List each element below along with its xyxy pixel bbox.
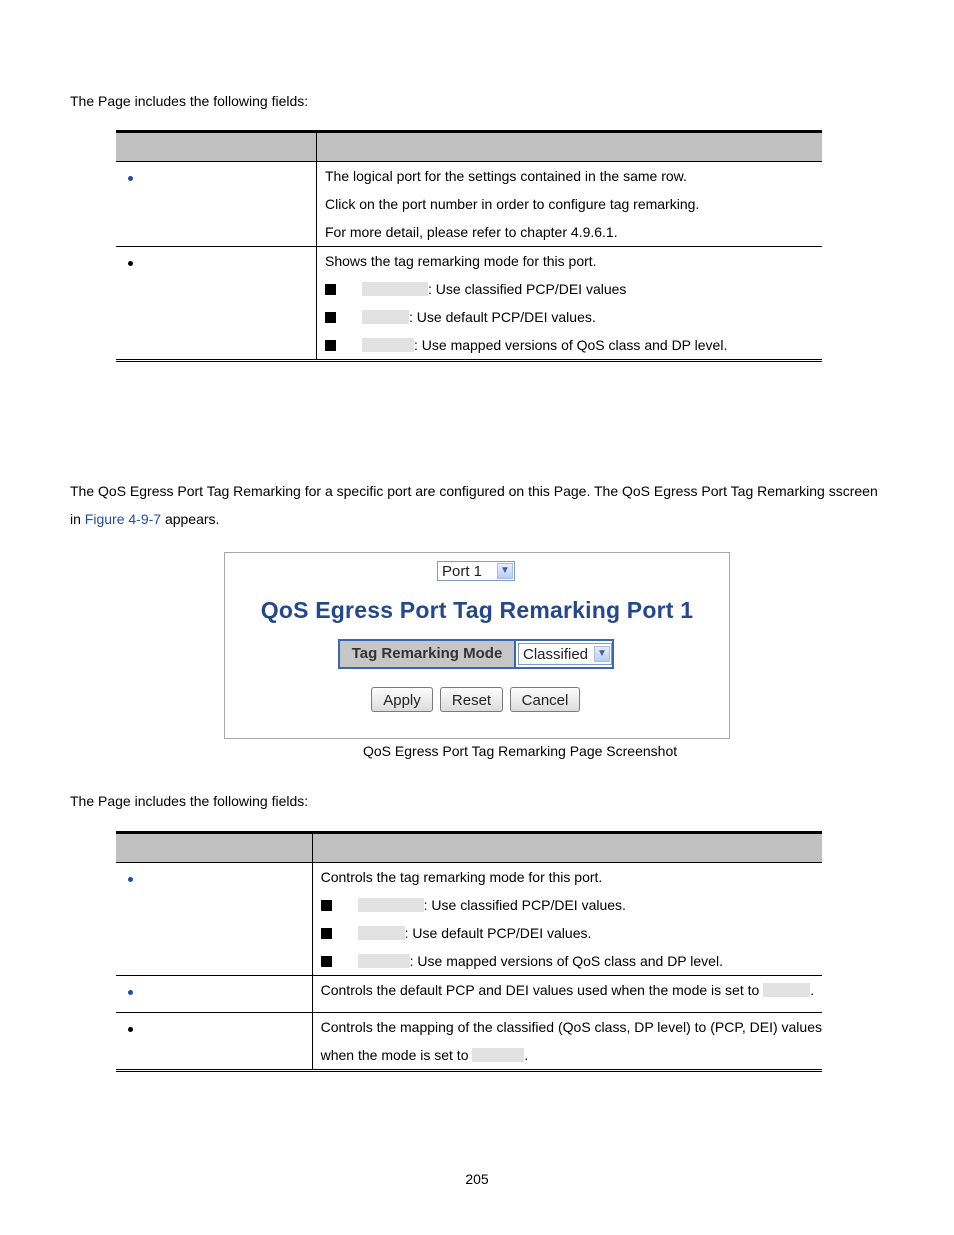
period: . [524,1047,529,1063]
page-number: 205 [465,1171,489,1187]
description-line: when the mode is set to [320,1047,469,1063]
square-bullet-icon [325,284,336,295]
chevron-down-icon[interactable]: ▼ [594,646,610,662]
description-line: Controls the default PCP and DEI values used when the mode is set to [320,982,760,998]
bullet-icon [128,877,133,882]
fields-table-1 [116,130,822,362]
intro-text-1: The Page includes the following fields: [70,93,309,109]
option-name-blank [358,898,424,912]
mode-select-value: Classified [523,646,589,663]
square-bullet-icon [321,928,332,939]
paragraph-line-1: The QoS Egress Port Tag Remarking for a specific port are configured on this Page. The QoS Egress Port Tag Remarking sscreen [70,483,878,499]
option-name-blank [358,926,405,940]
square-bullet-icon [325,340,336,351]
page-heading: QoS Egress Port Tag Remarking Port 1 [260,597,694,623]
period: . [810,982,815,998]
description-line: The logical port for the settings contained in the same row. [325,168,687,184]
figure-link[interactable]: Figure 4-9-7 [84,511,162,527]
option-description: : Use default PCP/DEI values. [409,309,596,325]
mode-select[interactable] [518,643,612,665]
option-name-blank [472,1048,524,1062]
option-description: : Use classified PCP/DEI values [428,281,627,297]
reset-button[interactable]: Reset [440,687,503,712]
option-name-blank [358,954,410,968]
fields-table-2 [116,831,822,1072]
description-line: Click on the port number in order to configure tag remarking. [325,196,700,212]
port-select-value: Port 1 [442,563,483,580]
option-description: : Use mapped versions of QoS class and DP level. [414,337,728,353]
option-description: : Use mapped versions of QoS class and DP level. [409,953,723,969]
description-line: Shows the tag remarking mode for this port. [325,253,597,269]
description-line: For more detail, please refer to chapter 4.9.6.1. [325,224,618,240]
cancel-button[interactable]: Cancel [510,687,580,712]
option-description: : Use classified PCP/DEI values. [423,897,626,913]
option-name-blank [362,310,409,324]
intro-text-2: The Page includes the following fields: [70,793,309,809]
header-description [317,132,823,162]
mode-label: Tag Remarking Mode [340,641,516,667]
option-description: : Use default PCP/DEI values. [404,925,592,941]
header-description [312,833,822,863]
square-bullet-icon [321,956,332,967]
apply-button[interactable]: Apply [371,687,433,712]
figure-caption: QoS Egress Port Tag Remarking Page Screenshot [363,743,678,759]
port-select[interactable] [437,561,515,581]
paragraph-text: in [70,511,85,527]
paragraph-text: appears. [161,511,220,527]
description-line: Controls the mapping of the classified (QoS class, DP level) to (PCP, DEI) values [320,1019,822,1035]
description-line: Controls the tag remarking mode for this port. [320,869,603,885]
mode-row [338,639,614,669]
description-paragraph [70,477,878,533]
chevron-down-icon[interactable]: ▼ [497,563,513,579]
square-bullet-icon [325,312,336,323]
square-bullet-icon [321,900,332,911]
header-object [116,833,312,863]
option-name-blank [362,338,414,352]
bullet-icon [128,261,133,266]
option-name-blank [362,282,428,296]
option-name-blank [763,983,810,997]
bullet-icon [128,1027,133,1032]
header-object [116,132,317,162]
bullet-icon [128,990,133,995]
bullet-icon [128,176,133,181]
screenshot-panel [224,552,730,739]
